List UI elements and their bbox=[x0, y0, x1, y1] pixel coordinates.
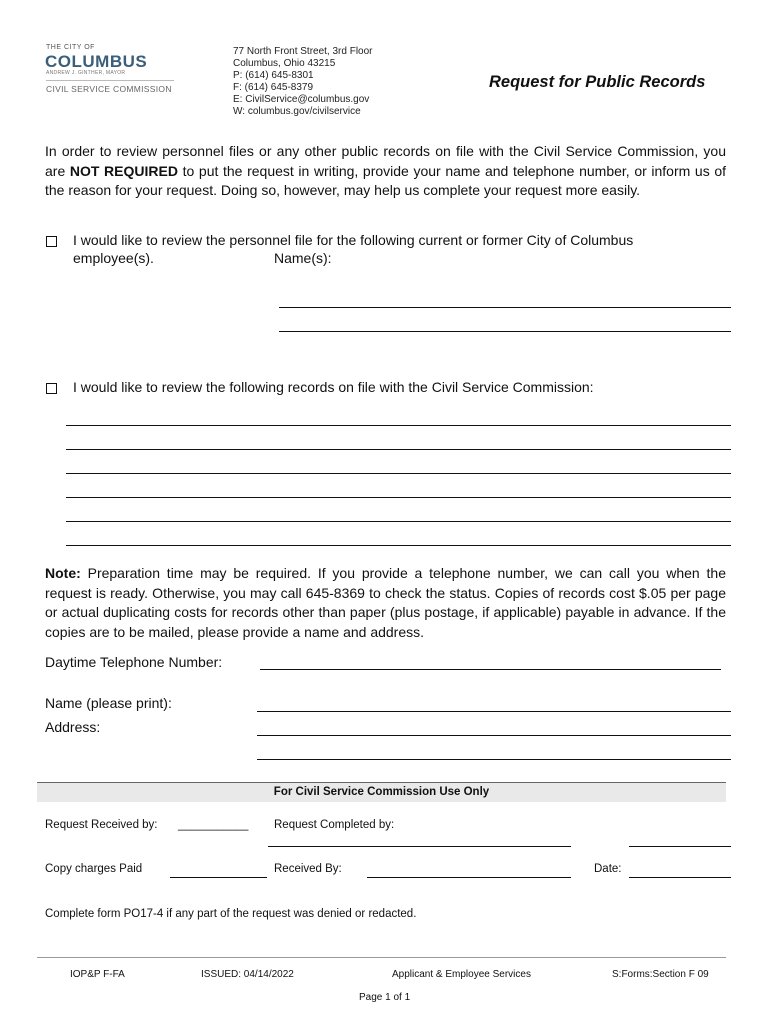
address-line: Columbus, Ohio 43215 bbox=[233, 58, 336, 69]
option1-line2a: employee(s). bbox=[73, 250, 154, 266]
page-title: Request for Public Records bbox=[489, 73, 706, 91]
intro-text-1: In order to review personnel files or any other public records on file with the Civil Service Commission, you are bbox=[45, 143, 726, 179]
intro-paragraph bbox=[45, 142, 726, 201]
option1-line2b: Name(s): bbox=[274, 250, 332, 266]
received-by2-label: Received By: bbox=[274, 863, 342, 875]
employee-name-line[interactable] bbox=[279, 307, 731, 308]
date-field[interactable] bbox=[629, 877, 731, 878]
copy-charges-field[interactable] bbox=[170, 877, 267, 878]
received-by-blank[interactable]: ___________ bbox=[178, 819, 249, 831]
address-field-line1[interactable] bbox=[257, 735, 731, 736]
records-line[interactable] bbox=[66, 425, 731, 426]
note-text: Preparation time may be required. If you provide a telephone number, we can call you when the request is ready. Otherwise, you may call 645-8369 to check the status. Copies of records cost $.05 per page or actual duplicating costs for records other than paper (plus postage, if applicable) payable in advance. If the copies are to be mailed, please provide a name and address. bbox=[45, 565, 726, 640]
footer-dept: Applicant & Employee Services bbox=[392, 969, 531, 980]
address-line: 77 North Front Street, 3rd Floor bbox=[233, 46, 373, 57]
personnel-file-checkbox[interactable] bbox=[46, 236, 57, 247]
address-field-line2[interactable] bbox=[257, 759, 731, 760]
address-line: W: columbus.gov/civilservice bbox=[233, 106, 361, 117]
option1-line1: I would like to review the personnel file for the following current or former City of Columbus bbox=[73, 232, 634, 248]
footer-code: IOP&P F-FA bbox=[70, 969, 125, 980]
records-line[interactable] bbox=[66, 497, 731, 498]
date-label: Date: bbox=[594, 863, 622, 875]
footer-divider bbox=[37, 957, 726, 958]
intro-bold: NOT REQUIRED bbox=[69, 162, 178, 179]
name-field[interactable] bbox=[257, 711, 731, 712]
records-line[interactable] bbox=[66, 545, 731, 546]
logo-mayor: ANDREW J. GINTHER, MAYOR bbox=[46, 70, 126, 76]
records-line[interactable] bbox=[66, 449, 731, 450]
employee-name-line[interactable] bbox=[279, 331, 731, 332]
address-line: F: (614) 645-8379 bbox=[233, 82, 314, 93]
copy-charges-label: Copy charges Paid bbox=[45, 863, 143, 875]
logo-city-name: COLUMBUS bbox=[45, 52, 148, 71]
complete-form-note: Complete form PO17-4 if any part of the request was denied or redacted. bbox=[45, 908, 417, 920]
address-label: Address: bbox=[45, 719, 101, 735]
received-by-label: Request Received by: bbox=[45, 819, 158, 831]
intro-text-2: to put the request in writing, provide your name and telephone number, or inform us of the reason for your request. Doing so, however, may help us complete your request more easily. bbox=[45, 162, 727, 198]
completed-by-label: Request Completed by: bbox=[274, 819, 395, 831]
note-paragraph bbox=[45, 564, 726, 642]
phone-label: Daytime Telephone Number: bbox=[45, 654, 223, 670]
phone-field[interactable] bbox=[260, 669, 721, 670]
address-line: E: CivilService@columbus.gov bbox=[233, 94, 370, 105]
address-block bbox=[233, 46, 373, 118]
logo-department: CIVIL SERVICE COMMISSION bbox=[46, 84, 172, 94]
note-label: Note: bbox=[45, 565, 81, 581]
completed-date-field[interactable] bbox=[629, 846, 731, 847]
records-checkbox[interactable] bbox=[46, 383, 57, 394]
footer-path: S:Forms:Section F 09 bbox=[612, 969, 709, 980]
records-line[interactable] bbox=[66, 521, 731, 522]
name-label: Name (please print): bbox=[45, 695, 172, 711]
address-line: P: (614) 645-8301 bbox=[233, 70, 314, 81]
page-number: Page 1 of 1 bbox=[359, 992, 411, 1003]
option2-label: I would like to review the following records on file with the Civil Service Commission: bbox=[73, 379, 594, 395]
logo-city-of: THE CITY OF bbox=[46, 44, 95, 51]
received-by2-field[interactable] bbox=[367, 877, 571, 878]
logo-divider bbox=[46, 80, 174, 81]
office-use-header: For Civil Service Commission Use Only bbox=[273, 786, 490, 798]
records-line[interactable] bbox=[66, 473, 731, 474]
completed-by-field[interactable] bbox=[268, 846, 571, 847]
footer-issued: ISSUED: 04/14/2022 bbox=[201, 969, 294, 980]
